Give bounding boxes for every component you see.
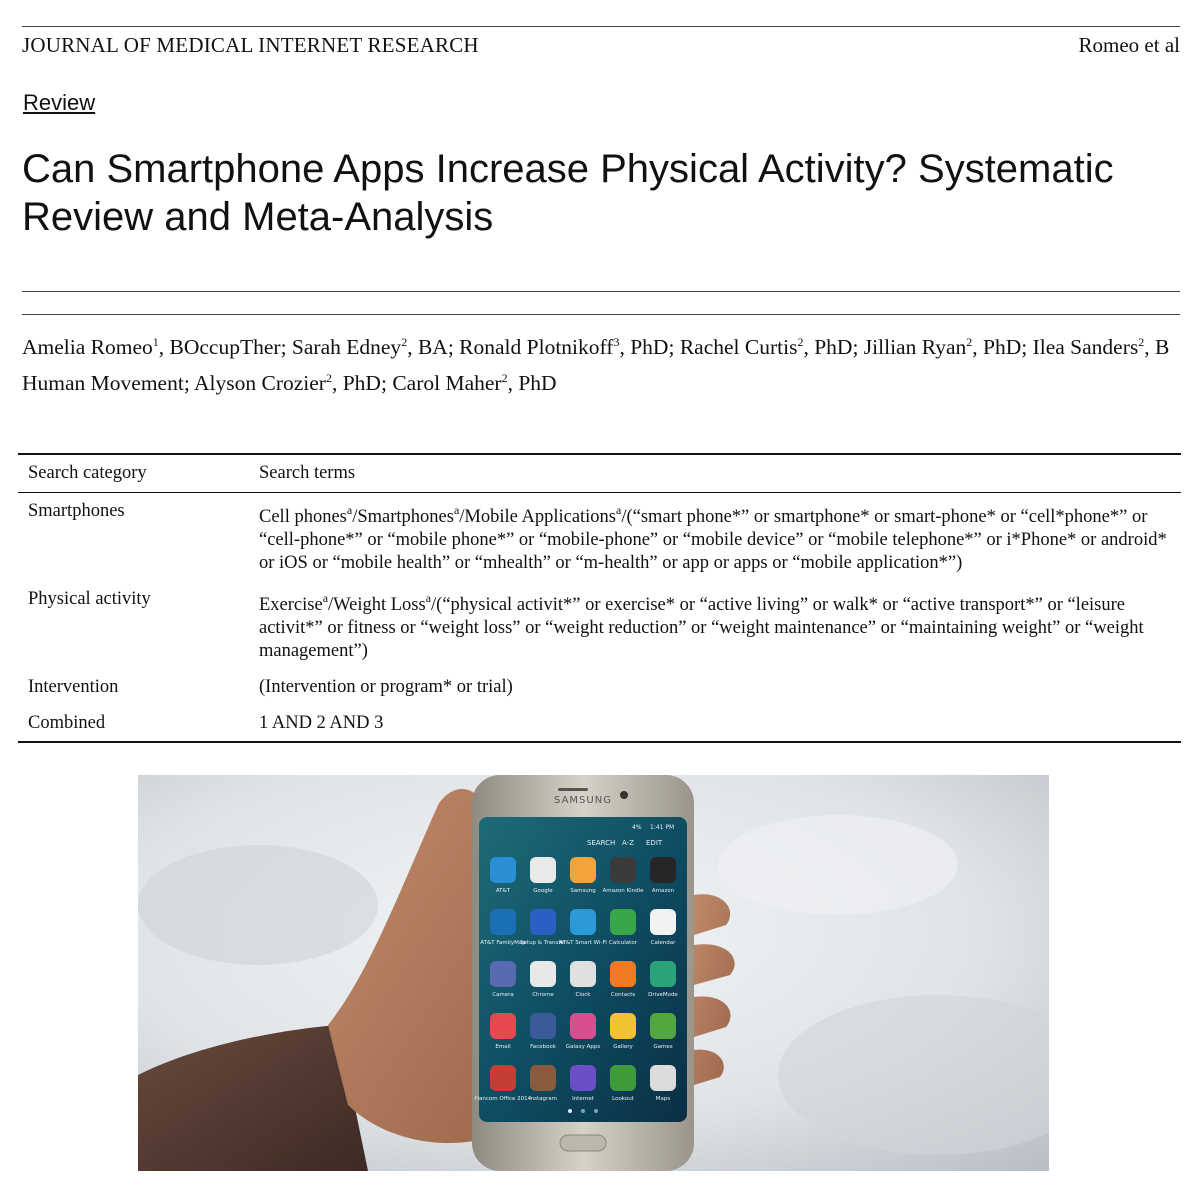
app-icon-google[interactable] <box>530 857 556 894</box>
app-label: AT&T <box>495 888 511 894</box>
app-icon-contacts[interactable] <box>610 961 636 998</box>
status-time: 1:41 PM <box>650 824 675 831</box>
app-label: Games <box>653 1044 673 1050</box>
app-icon-instagram[interactable] <box>529 1065 557 1102</box>
terms-cell: (Intervention or program* or trial) <box>259 677 513 697</box>
table-row <box>18 493 1181 582</box>
search-strategy-table <box>18 453 1181 743</box>
status-battery: 4% <box>632 824 642 831</box>
app-icon-lookout[interactable] <box>610 1065 636 1102</box>
app-icon-chrome[interactable] <box>530 961 556 998</box>
author: Rachel Curtis$^2$, PhD; <box>679 335 864 359</box>
header-top-rule <box>22 26 1180 27</box>
terms-cell: Cell phones$^a$/Smartphones$^a$/Mobile Applications$^a$/(“smart phone*” or smartphone* or smart-phone* or “cell*phone*” or “cell-phone*” or “mobile phone*” or “mobile-phone” or “mobile device” or “mobile telephone*” or i*Phone* or android* or iOS or “mobile health” or “mhealth” or “m-health” or app or apps or “mobile application*”) <box>259 503 1167 573</box>
app-label: Email <box>495 1044 511 1050</box>
app-icon-internet[interactable] <box>570 1065 596 1102</box>
journal-name: JOURNAL OF MEDICAL INTERNET RESEARCH <box>22 33 479 57</box>
app-label: Calendar <box>650 940 676 946</box>
app-icon-games[interactable] <box>650 1013 676 1050</box>
app-icon-gallery[interactable] <box>610 1013 636 1050</box>
title-rule-2 <box>22 314 1180 315</box>
phone-brand: SAMSUNG <box>554 795 612 806</box>
home-button[interactable] <box>560 1135 606 1151</box>
author: Ilea Sanders$^2$, B Human Movement; <box>22 335 1170 395</box>
app-label: Clock <box>575 992 591 998</box>
app-label: Samsung <box>570 888 596 894</box>
table-row <box>18 581 1181 669</box>
app-label: Gallery <box>613 1044 633 1050</box>
app-icon-samsung[interactable] <box>570 857 596 894</box>
hand-holding-smartphone-photo <box>138 775 1049 1171</box>
app-icon-galaxy-apps[interactable] <box>566 1013 601 1050</box>
smartphone <box>472 775 694 1171</box>
title-rule-1 <box>22 291 1180 292</box>
app-label: AT&T FamilyMap <box>480 940 526 946</box>
category-cell: Intervention <box>28 677 119 697</box>
app-label: Chrome <box>532 992 554 998</box>
author: Alyson Crozier$^2$, PhD; <box>194 371 393 395</box>
category-cell: Physical activity <box>28 589 151 609</box>
terms-cell: Exercise$^a$/Weight Loss$^a$/(“physical activit*” or exercise* or “active living” or walk* or “active transport*” or “leisure activit*” or fitness or “weight loss” or “weight reduction” or “weight maintenance” or “maintaining weight” or “weight management”) <box>259 591 1144 661</box>
app-label: Facebook <box>530 1044 556 1050</box>
table-header-row <box>18 454 1181 493</box>
category-cell: Combined <box>28 713 106 733</box>
column-header-terms: Search terms <box>259 463 356 483</box>
app-label: Lookout <box>612 1096 634 1102</box>
app-label: AT&T Smart Wi-Fi <box>559 940 607 946</box>
app-icon-facebook[interactable] <box>530 1013 557 1050</box>
app-icon-drivemode[interactable] <box>648 961 678 998</box>
article-title: Can Smartphone Apps Increase Physical Activity? Systematic Review and Meta-Analysis <box>22 147 1114 239</box>
app-label: Instagram <box>529 1096 557 1102</box>
column-header-category: Search category <box>28 463 147 483</box>
author: Jillian Ryan$^2$, PhD; <box>863 335 1033 359</box>
app-label: Internet <box>572 1096 594 1102</box>
author: Ronald Plotnikoff$^3$, PhD; <box>459 335 680 359</box>
app-label: Amazon <box>651 888 675 894</box>
app-label: Maps <box>655 1096 671 1102</box>
author: Carol Maher$^2$, PhD <box>392 371 557 395</box>
app-icon-calculator[interactable] <box>609 909 638 946</box>
app-icon-calendar[interactable] <box>650 909 676 946</box>
author: Sarah Edney$^2$, BA; <box>291 335 460 359</box>
tab-az[interactable]: A-Z <box>622 839 634 847</box>
category-cell: Smartphones <box>28 501 125 521</box>
section-label[interactable]: Review <box>23 90 96 115</box>
app-label: Setup & Transfer <box>520 940 566 946</box>
table-row <box>18 669 1181 705</box>
author-list <box>22 329 1192 401</box>
app-label: Calculator <box>609 940 637 946</box>
tab-edit[interactable]: EDIT <box>646 839 663 847</box>
app-icon-amazon[interactable] <box>650 857 676 894</box>
terms-cell: 1 AND 2 AND 3 <box>259 713 384 733</box>
author: Amelia Romeo$^1$, BOccupTher; <box>22 335 292 359</box>
table-row <box>18 705 1181 742</box>
app-label: Camera <box>492 992 514 998</box>
app-icon-camera[interactable] <box>490 961 516 998</box>
app-label: Google <box>533 888 553 894</box>
running-head: Romeo et al <box>1078 33 1180 57</box>
app-label: Amazon Kindle <box>602 888 644 894</box>
app-label: Hancom Office 2014 <box>474 1096 532 1102</box>
app-label: Galaxy Apps <box>565 1044 601 1050</box>
tab-search[interactable]: SEARCH <box>587 839 616 847</box>
app-label: DriveMode <box>648 992 678 998</box>
app-label: Contacts <box>610 992 636 998</box>
